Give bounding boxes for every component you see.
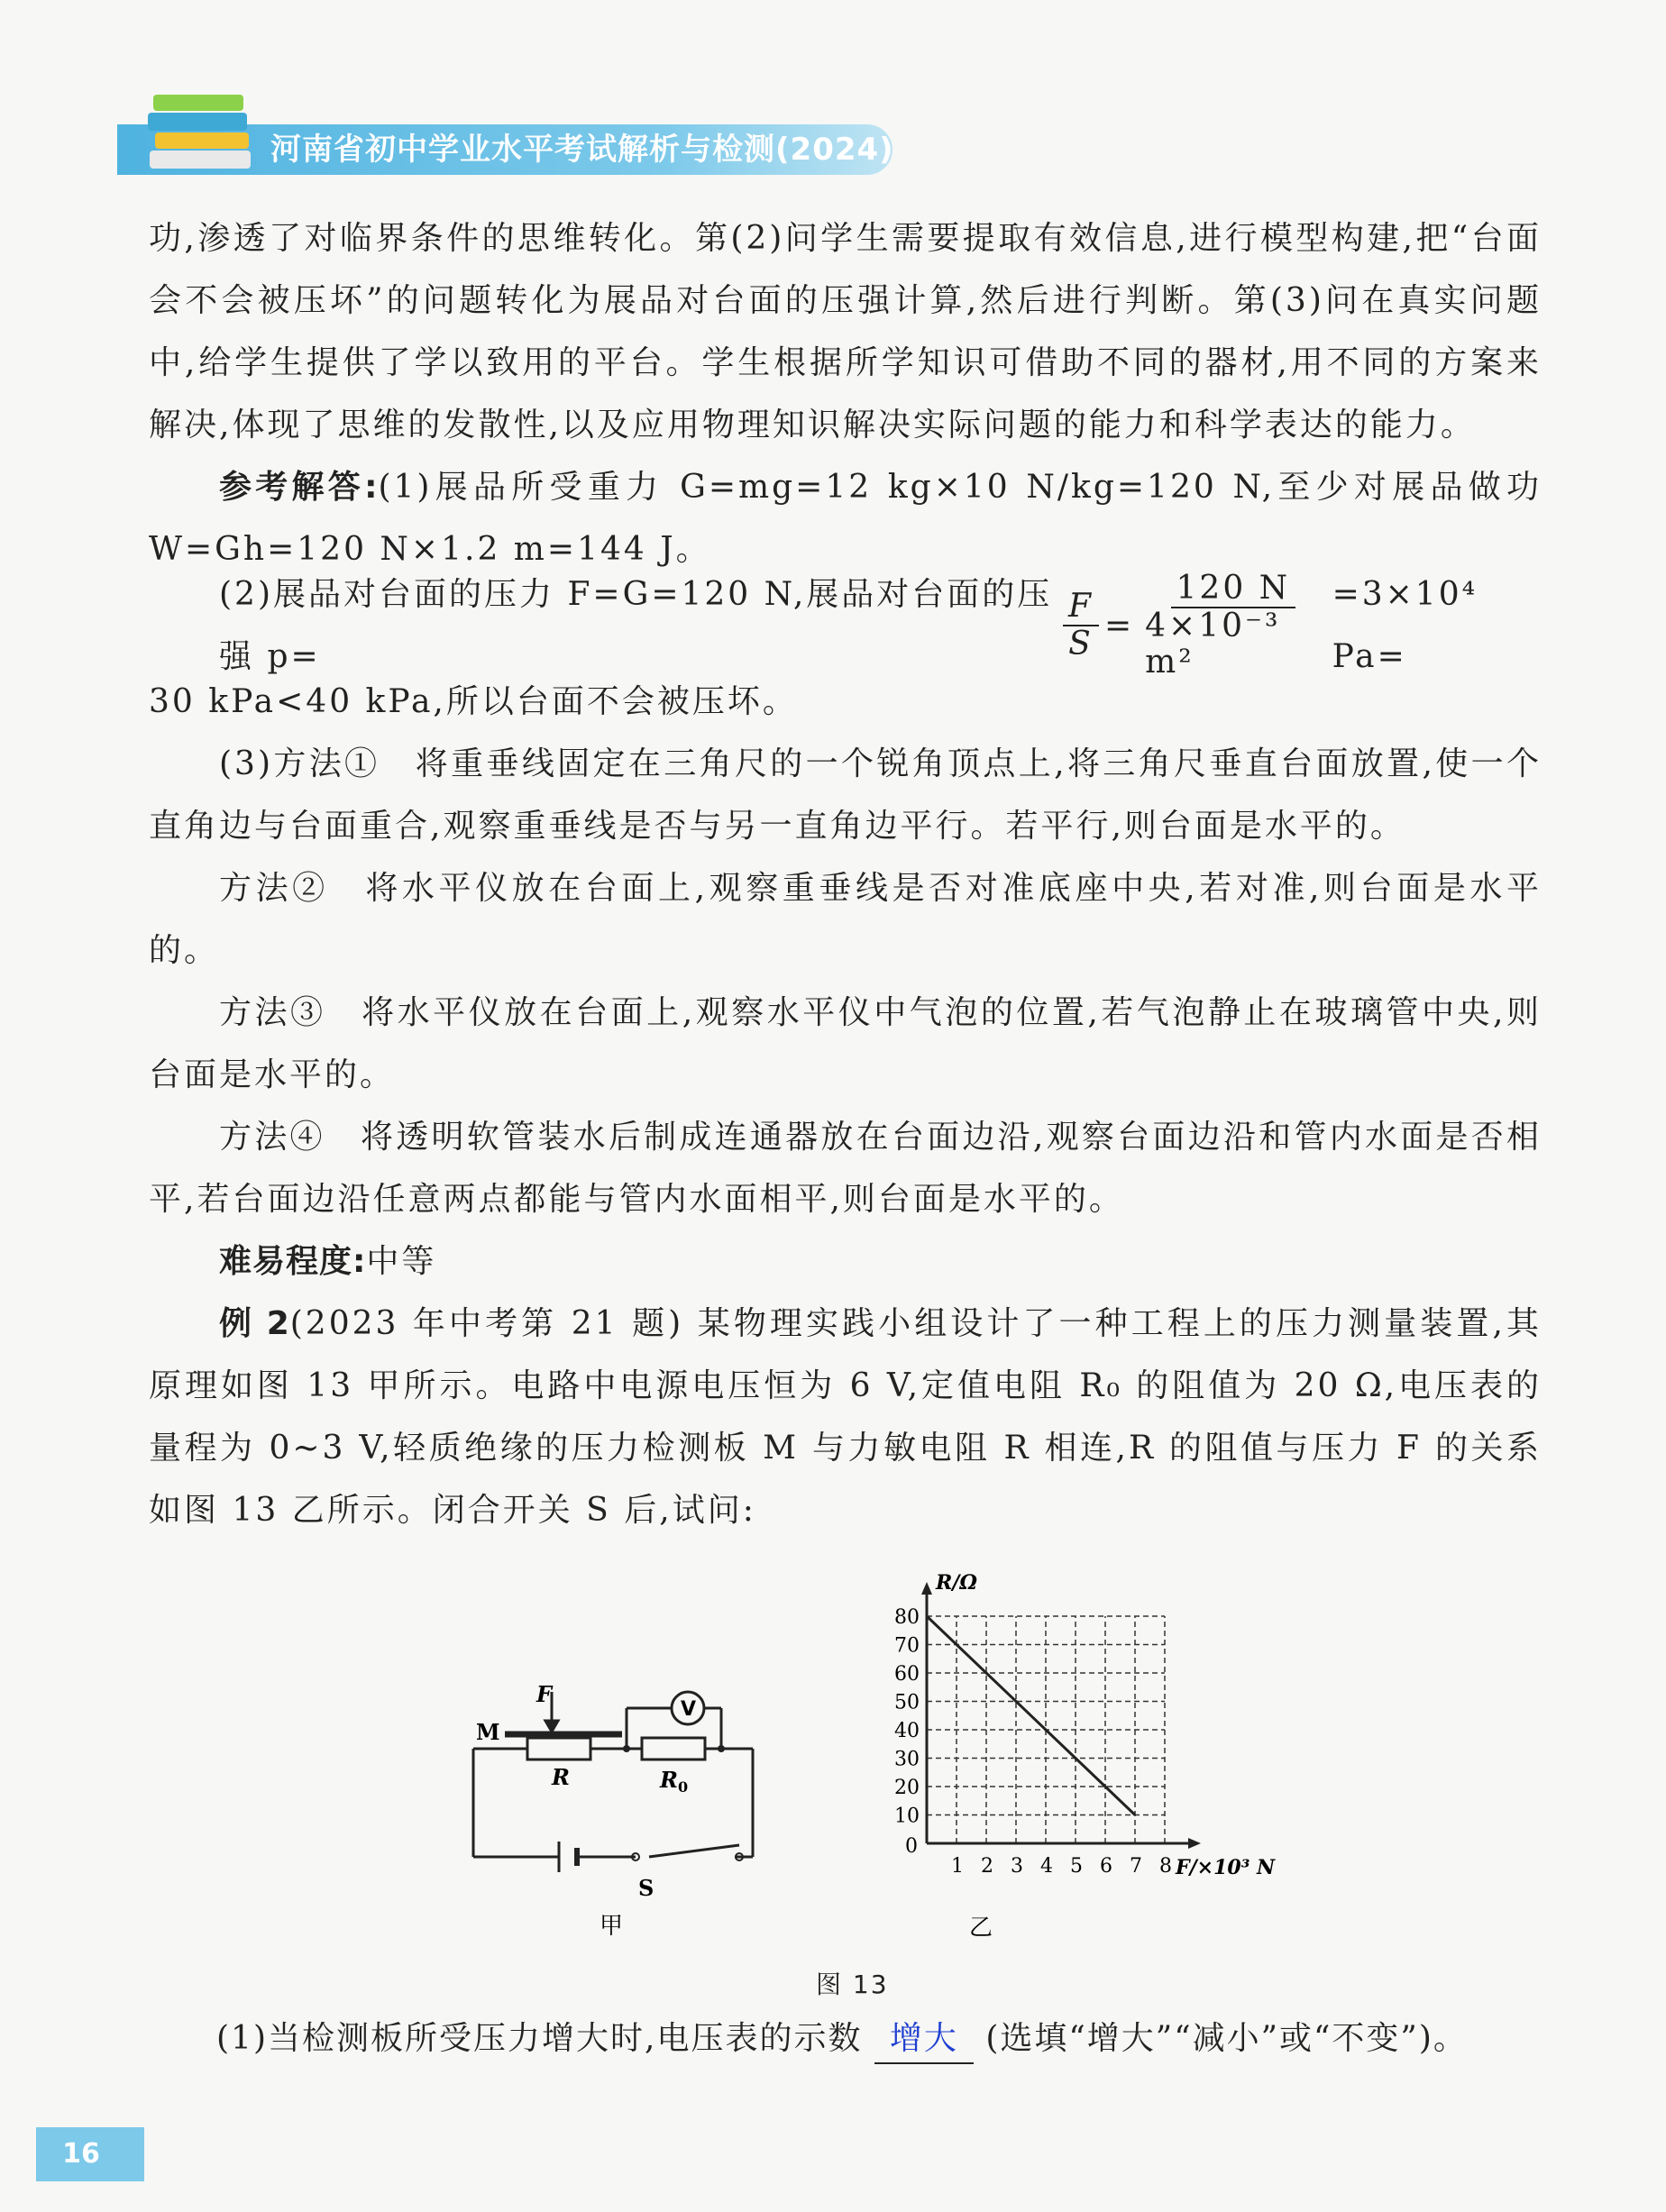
x-tick-label: 6: [1100, 1855, 1112, 1878]
x-tick-label: 7: [1130, 1855, 1142, 1878]
page-number: 16: [62, 2138, 100, 2170]
question-1: [216, 2012, 1468, 2066]
circuit-figure-label: 甲: [600, 1913, 624, 1940]
x-tick-label: 4: [1040, 1855, 1053, 1878]
ref-answer-label: 参考解答:: [219, 469, 379, 506]
resistor-r0: [642, 1738, 705, 1760]
ref-answer-3d: 方法④ 将透明软管装水后制成连通器放在台面边沿,观察台面边沿和管内水面是否相平,若台面边沿任意两点都能与管内水面相平,则台面是水平的。: [149, 1119, 1542, 1218]
question-1-pre: (1)当检测板所受压力增大时,电压表的示数: [216, 2020, 863, 2057]
x-axis-label: F/×10³ N: [1176, 1856, 1276, 1879]
difficulty-value: 中等: [366, 1243, 437, 1280]
y-axis-arrow: [921, 1582, 932, 1595]
figure-13: [451, 1555, 1276, 1970]
junction-dot: [623, 1745, 630, 1752]
y-axis-label: R/Ω: [936, 1571, 977, 1595]
force-arrow-head: [545, 1721, 558, 1732]
force-label: F: [536, 1681, 553, 1707]
fraction-values: [1140, 571, 1326, 681]
ref-answer-2-post: =3×10⁴ Pa=: [1332, 576, 1478, 675]
x-tick-label: 2: [981, 1855, 993, 1878]
origin-label: 0: [905, 1835, 918, 1858]
ref-answer-2-pre: (2)展品对台面的压力 F=G=120 N,展品对台面的压强 p=: [219, 576, 1053, 675]
ref-answer-3c: 方法③ 将水平仪放在台面上,观察水平仪中气泡的位置,若气泡静止在玻璃管中央,则台面是水平的。: [149, 994, 1542, 1093]
series-line-r-vs-f: [927, 1616, 1135, 1815]
ref-answer-2: [149, 570, 1542, 681]
ref-answer-1-text: (1)展品所受重力 G=mg=12 kg×10 N/kg=120 N,至少对展品做功 W=Gh=120 N×1.2 m=144 J。: [149, 469, 1542, 568]
books-icon: [144, 77, 261, 176]
x-tick-label: 3: [1011, 1855, 1023, 1878]
plate-label: M: [476, 1719, 500, 1745]
main-content: [149, 207, 1542, 1541]
y-tick-label: 80: [894, 1606, 920, 1629]
ref-answer-2-cont: 30 kPa<40 kPa,所以台面不会被压坏。: [149, 683, 798, 720]
example-text: (2023 年中考第 21 题) 某物理实践小组设计了一种工程上的压力测量装置,其原理如图 13 甲所示。电路中电源电压恒为 6 V,定值电阻 R₀ 的阻值为 20 Ω,电压表的量程为 0~3 V,轻质绝缘的压力检测板 M 与力敏电阻 R 相连,R 的阻值与压力 F 的关系如图 13 乙所示。闭合开关 S 后,试问:: [149, 1305, 1542, 1529]
example-label: 例 2: [219, 1305, 290, 1342]
resistor-r-label: R: [552, 1764, 570, 1790]
switch-label: S: [638, 1875, 654, 1901]
header-title: 河南省初中学业水平考试解析与检测(2024): [270, 132, 894, 168]
y-tick-label: 40: [894, 1720, 920, 1742]
question-1-post: (选填“增大”“减小”或“不变”)。: [985, 2020, 1468, 2057]
graph-r-vs-f: [894, 1571, 1276, 1879]
equals-sign: =: [1103, 607, 1135, 644]
difficulty-label: 难易程度:: [219, 1243, 367, 1280]
ref-answer-3a: (3)方法① 将重垂线固定在三角尺的一个锐角顶点上,将三角尺垂直台面放置,使一个直角边与台面重合,观察重垂线是否与另一直角边平行。若平行,则台面是水平的。: [149, 745, 1542, 845]
page-number-badge: [36, 2127, 144, 2181]
y-tick-label: 30: [894, 1748, 920, 1771]
x-tick-label: 1: [951, 1855, 964, 1878]
ref-answer-1: [149, 456, 1542, 580]
question-1-answer: 增大: [874, 2015, 974, 2064]
y-tick-label: 70: [894, 1634, 920, 1658]
x-tick-label: 8: [1159, 1855, 1172, 1878]
x-axis-arrow: [1188, 1838, 1201, 1849]
graph-figure-label: 乙: [969, 1915, 993, 1942]
resistor-r0-label: $R_0$: [660, 1767, 689, 1796]
switch-blade: [649, 1845, 739, 1857]
figure-caption: 图 13: [816, 1970, 889, 1999]
page-header: [0, 0, 1666, 189]
fraction-numerator-value: 120 N: [1171, 571, 1296, 608]
fraction-denominator: S: [1068, 626, 1094, 663]
y-tick-label: 20: [894, 1777, 920, 1799]
voltmeter-label: V: [681, 1698, 697, 1721]
difficulty-line: [149, 1230, 1542, 1293]
y-tick-label: 10: [894, 1805, 920, 1828]
ref-answer-3b: 方法② 将水平仪放在台面上,观察重垂线是否对准底座中央,若对准,则台面是水平的。: [149, 870, 1542, 969]
circuit-diagram: [473, 1692, 753, 1872]
example-2: [149, 1293, 1542, 1541]
fraction-f-over-s: [1063, 589, 1099, 663]
junction-dot: [718, 1745, 725, 1752]
resistor-r: [527, 1738, 590, 1760]
fraction-denominator-value: 4×10⁻³ m²: [1145, 608, 1281, 681]
y-tick-label: 60: [894, 1663, 920, 1686]
fraction-numerator: F: [1063, 589, 1099, 626]
y-tick-label: 50: [894, 1691, 920, 1714]
analysis-paragraph: 功,渗透了对临界条件的思维转化。第(2)问学生需要提取有效信息,进行模型构建,把“台面会不会被压坏”的问题转化为展品对台面的压强计算,然后进行判断。第(3)问在真实问题中,给学生提供了学以致用的平台。学生根据所学知识可借助不同的器材,用不同的方案来解决,体现了思维的发散性,以及应用物理知识解决实际问题的能力和科学表达的能力。: [149, 220, 1542, 443]
x-tick-label: 5: [1070, 1855, 1083, 1878]
